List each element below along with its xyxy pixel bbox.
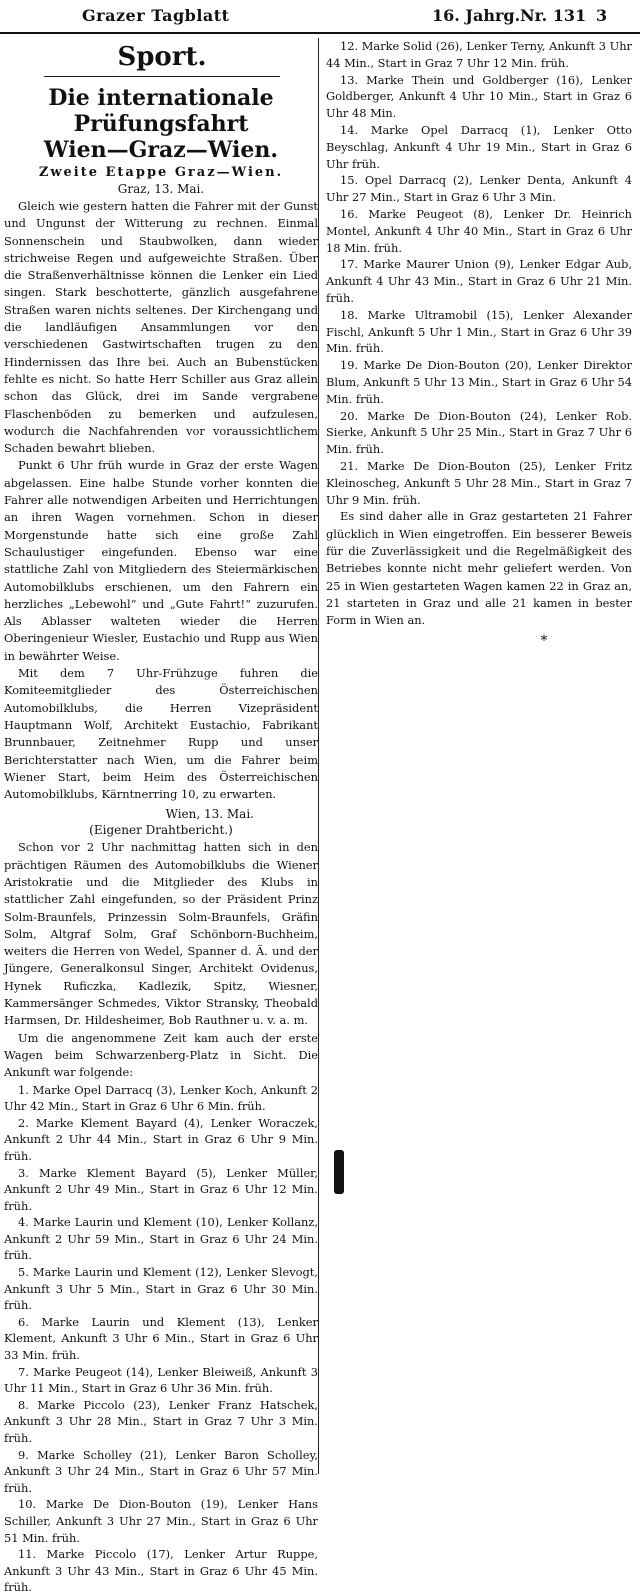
dateline-wien: Wien, 13. Mai. <box>165 807 254 822</box>
result-item: 6. Marke Laurin und Klement (13), Lenker Klement, Ankunft 3 Uhr 6 Min., Start in Graz 6 Uhr 33 Min. früh. <box>4 1314 318 1363</box>
result-item: 4. Marke Laurin und Klement (10), Lenker Kollanz, Ankunft 2 Uhr 59 Min., Start in Graz 6 Uhr 24 Min. früh. <box>4 1215 318 1263</box>
result-item: 3. Marke Klement Bayard (5), Lenker Müller, Ankunft 2 Uhr 49 Min., Start in Graz 6 Uhr 12 Min. früh. <box>4 1165 318 1213</box>
result-item: 14. Marke Opel Darracq (1), Lenker Otto Beyschlag, Ankunft 4 Uhr 19 Min., Start in Graz 6 Uhr früh. <box>326 122 632 171</box>
right-column <box>326 38 632 650</box>
paragraph: Schon vor 2 Uhr nachmittag hatten sich in den prächtigen Räumen des Automobilklubs die Wiener Aristokratie und die Mitglieder des Klubs in stattlicher Zahl eingefunden, so der Präsident Prinz Solm-Braunfels, Prinzessin Solm-Braunfels, Gräfin Solm, Altgraf Solm, Graf Schönborn-Buchheim, weiters die Herren von Wedel, Spanner d. Ä. und der Jüngere, Generalkonsul Singer, Architekt Ovidenus, Hynek Ruficzka, Kadlezik, Spitz, Wiesner, Kammersänger Schmedes, Viktor Stransky, Theobald Harmsen, Dr. Hildesheimer, Bob Rauthner u. v. a. m. <box>4 840 318 1028</box>
paragraph: Um die angenommene Zeit kam auch der erste Wagen beim Schwarzenberg-Platz in Sicht. Die Ankunft war folgende: <box>4 1030 318 1080</box>
result-item: 13. Marke Thein und Goldberger (16), Lenker Goldberger, Ankunft 4 Uhr 10 Min., Start in Graz 6 Uhr 48 Min. <box>326 72 632 121</box>
section-title: Sport. <box>44 42 280 77</box>
result-item: 7. Marke Peugeot (14), Lenker Bleiweiß, Ankunft 3 Uhr 11 Min., Start in Graz 6 Uhr 36 Min. früh. <box>4 1364 318 1396</box>
headline-line-1: Die internationale Prüfungsfahrt <box>48 85 274 137</box>
result-item: 19. Marke De Dion-Bouton (20), Lenker Direktor Blum, Ankunft 5 Uhr 13 Min., Start in Graz 6 Uhr 54 Min. früh. <box>326 358 632 406</box>
paragraph: Gleich wie gestern hatten die Fahrer mit der Gunst und Ungunst der Witterung zu rechnen. Einmal Sonnenschein und Staubwolken, dann wieder strichweise Regen und aufgeweichte Straßen. Über die Straßenverhältnisse können die Lenker ein Lied singen. Stark beschotterte, gänzlich ausgefahrene Straßen waren nichts seltenes. Der Kirchengang und die landläufigen Ansammlungen vor den verschiedenen Gastwirtschaften trugen zu den Hindernissen das Ihre bei. Auch an Bubenstücken fehlte es nicht. So hatte Herr Schiller aus Graz allein schon das Glück, drei im Sande vergrabene Flaschenböden zu bemerken und aufzulesen, wodurch die Nachfahrenden vor voraussichtlichem Schaden bewahrt blieben. <box>4 199 318 456</box>
result-item: 21. Marke De Dion-Bouton (25), Lenker Fritz Kleinoscheg, Ankunft 5 Uhr 28 Min., Start in Graz 7 Uhr 9 Min. früh. <box>326 458 632 507</box>
newspaper-name: Grazer Tagblatt <box>82 6 230 25</box>
paragraph: Punkt 6 Uhr früh wurde in Graz der erste Wagen abgelassen. Eine halbe Stunde vorher konnten die Fahrer alle notwendigen Arbeiten und Herrichtungen an ihren Wagen vornehmen. Schon in dieser Morgenstunde hatte sich eine große Zahl Schaulustiger eingefunden. Ebenso war eine stattliche Zahl von Mitgliedern des Steiermärkischen Automobilklubs erschienen, um den Fahrern ein herzliches „Lebewohl“ und „Gute Fahrt!“ zuzurufen. Als Ablasser walteten wieder die Herren Oberingenieur Wiesler, Eustachio und Rupp aus Wien in bewährter Weise. <box>4 458 318 663</box>
volume-year: 16. Jahrg. <box>432 6 521 25</box>
end-ornament: * <box>540 633 548 650</box>
result-item: 11. Marke Piccolo (17), Lenker Artur Ruppe, Ankunft 3 Uhr 43 Min., Start in Graz 6 Uhr 45 Min. früh. <box>4 1547 318 1595</box>
dateline-graz: Graz, 13. Mai. <box>117 182 205 196</box>
result-item: 16. Marke Peugeot (8), Lenker Dr. Heinrich Montel, Ankunft 4 Uhr 40 Min., Start in Graz 6 Uhr 18 Min. früh. <box>326 206 632 255</box>
left-column <box>4 38 319 1595</box>
result-item: 10. Marke De Dion-Bouton (19), Lenker Hans Schiller, Ankunft 3 Uhr 27 Min., Start in Graz 6 Uhr 51 Min. früh. <box>4 1497 318 1545</box>
result-item: 12. Marke Solid (26), Lenker Terny, Ankunft 3 Uhr 44 Min., Start in Graz 7 Uhr 12 Min. früh. <box>326 39 632 70</box>
headline <box>4 85 318 163</box>
masthead <box>0 0 640 34</box>
result-item: 8. Marke Piccolo (23), Lenker Franz Hatschek, Ankunft 3 Uhr 28 Min., Start in Graz 7 Uhr 3 Min. früh. <box>4 1397 318 1446</box>
result-item: 2. Marke Klement Bayard (4), Lenker Woraczek, Ankunft 2 Uhr 44 Min., Start in Graz 6 Uhr 9 Min. früh. <box>4 1115 318 1163</box>
result-item: 5. Marke Laurin und Klement (12), Lenker Slevogt, Ankunft 3 Uhr 5 Min., Start in Graz 6 Uhr 30 Min. früh. <box>4 1265 318 1313</box>
headline-line-2: Wien—Graz—Wien. <box>43 137 279 163</box>
page-number: 3 <box>596 6 608 25</box>
closing-paragraph: Es sind daher alle in Graz gestarteten 21 Fahrer glücklich in Wien eingetroffen. Ein besserer Beweis für die Zuverlässigkeit und die Regelmäßigkeit des Betriebes konnte nicht mehr geliefert werden. Von 25 in Wien gestarteten Wagen kamen 22 in Graz an, 21 starteten in Graz und alle 21 kamen in bester Form in Wien an. <box>326 509 632 628</box>
result-item: 20. Marke De Dion-Bouton (24), Lenker Rob. Sierke, Ankunft 5 Uhr 25 Min., Start in Graz 7 Uhr 6 Min. früh. <box>326 408 632 457</box>
result-item: 18. Marke Ultramobil (15), Lenker Alexander Fischl, Ankunft 5 Uhr 1 Min., Start in Graz 6 Uhr 39 Min. früh. <box>326 307 632 356</box>
result-item: 15. Opel Darracq (2), Lenker Denta, Ankunft 4 Uhr 27 Min., Start in Graz 6 Uhr 3 Min. <box>326 173 632 205</box>
result-item: 9. Marke Scholley (21), Lenker Baron Scholley, Ankunft 3 Uhr 24 Min., Start in Graz 6 Uhr 57 Min. früh. <box>4 1447 318 1495</box>
ink-blot <box>334 1150 344 1194</box>
wire-report-note: (Eigener Drahtbericht.) <box>89 823 233 838</box>
issue-number: Nr. 131 <box>520 6 587 25</box>
paragraph: Mit dem 7 Uhr-Frühzuge fuhren die Komiteemitglieder des Österreichischen Automobilklubs, die Herren Vizepräsident Hauptmann Wolf, Architekt Eustachio, Fabrikant Brunnbauer, Zeitnehmer Rupp und unser Berichterstatter nach Wien, um die Fahrer beim Wiener Start, beim Heim des Österreichischen Automobilklubs, Kärntnerring 10, zu erwarten. <box>4 666 318 802</box>
subheadline: Zweite Etappe Graz—Wien. <box>38 165 284 180</box>
result-item: 17. Marke Maurer Union (9), Lenker Edgar Aub, Ankunft 4 Uhr 43 Min., Start in Graz 6 Uhr 21 Min. früh. <box>326 257 632 305</box>
result-item: 1. Marke Opel Darracq (3), Lenker Koch, Ankunft 2 Uhr 42 Min., Start in Graz 6 Uhr 6 Min. früh. <box>4 1082 318 1114</box>
